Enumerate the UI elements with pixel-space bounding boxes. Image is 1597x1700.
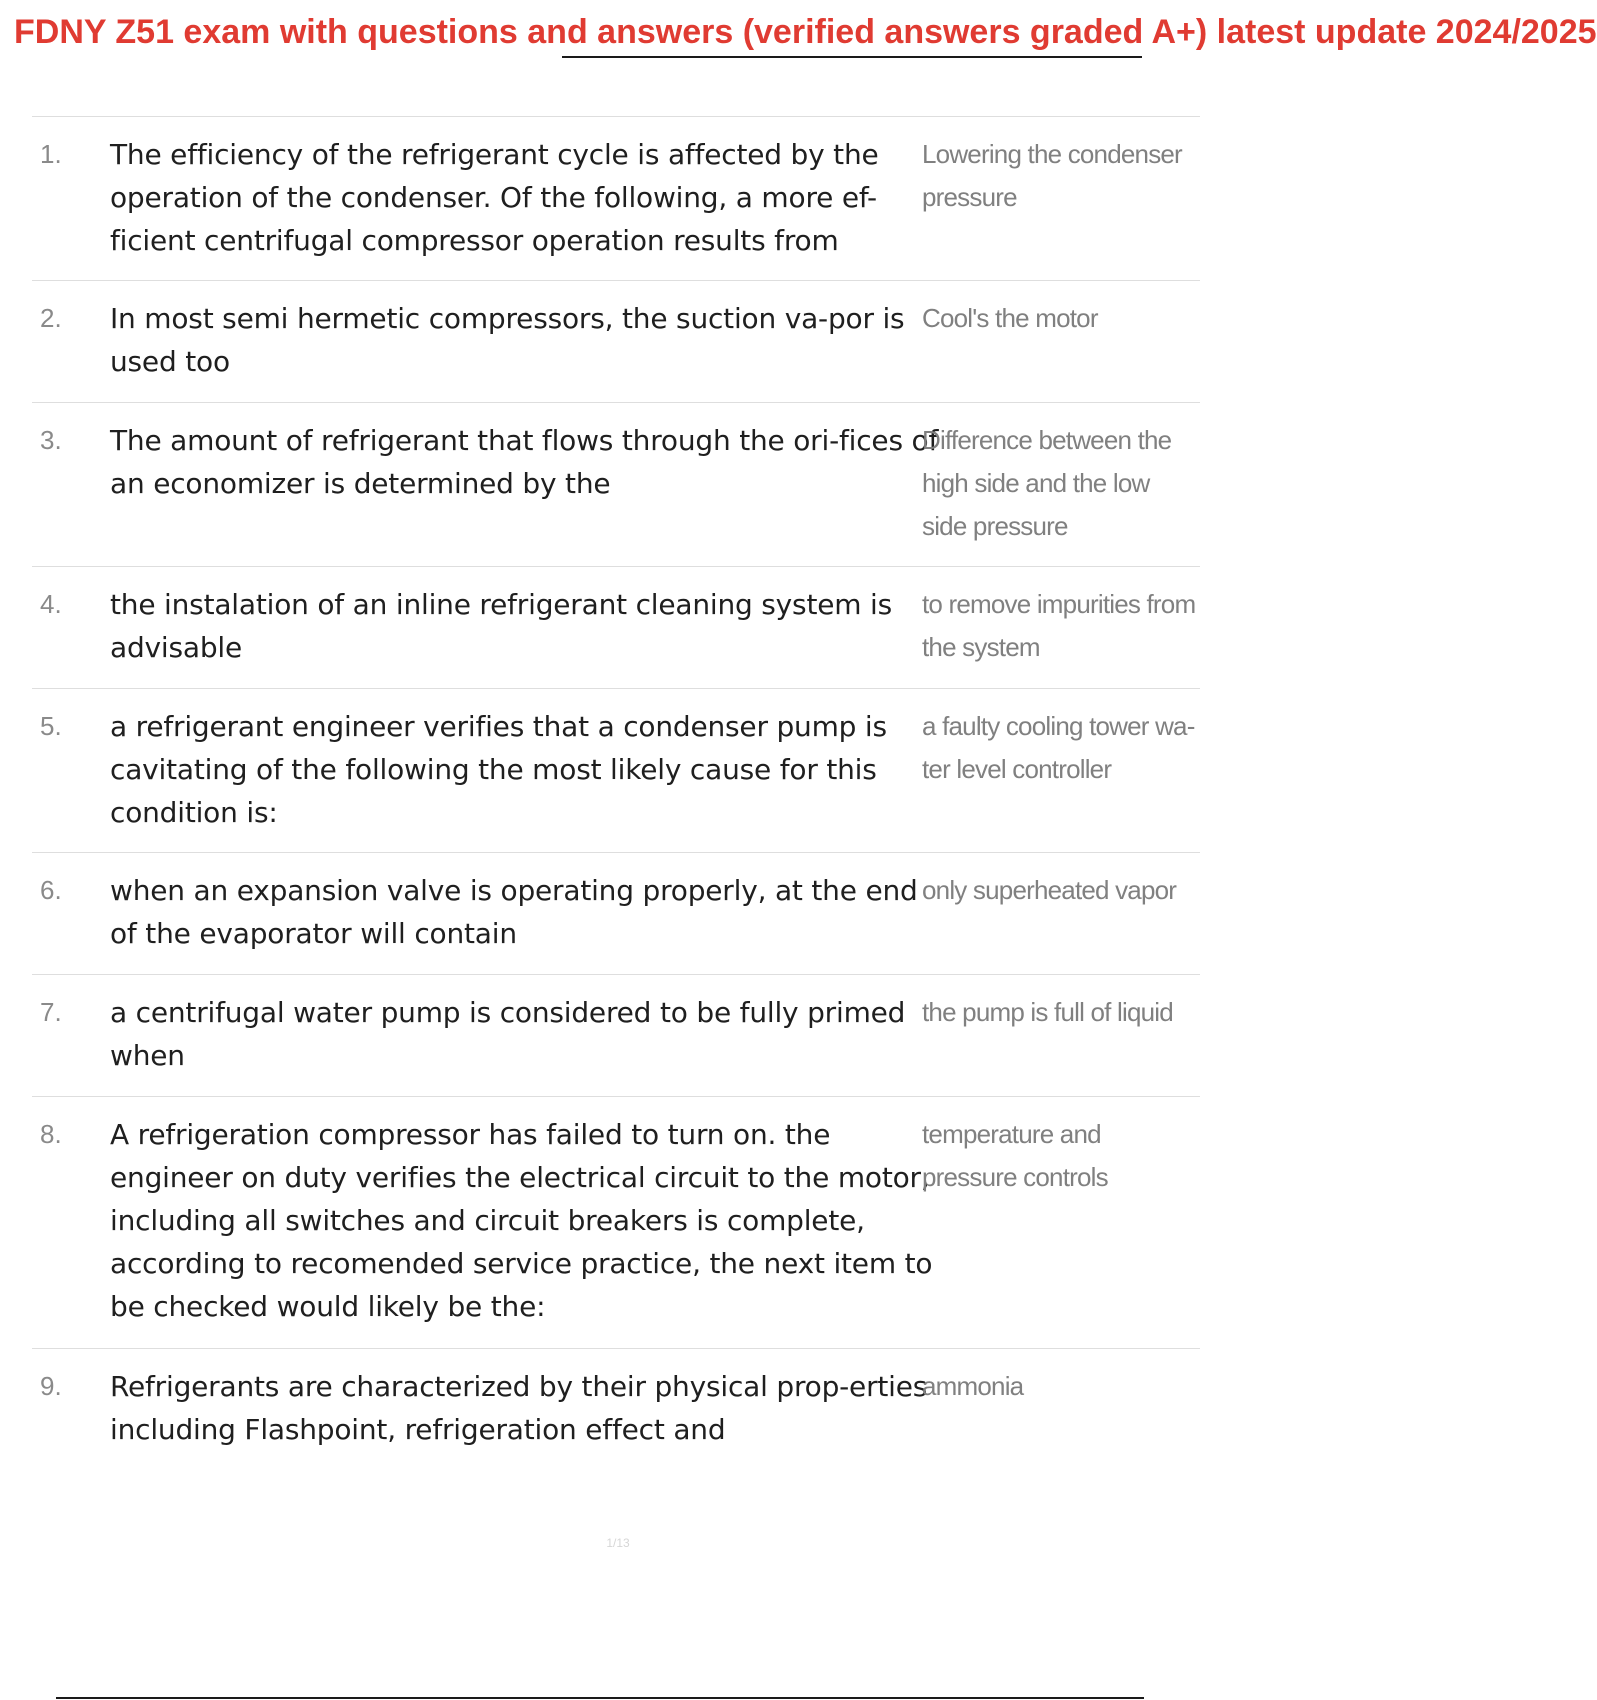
answer-text: ammonia	[922, 1371, 1024, 1401]
answer-text: Lowering the condenser pressure	[922, 139, 1182, 212]
question-row-2	[32, 281, 1200, 403]
question-text: The amount of refrigerant that flows through the ori-fices of an economizer is determined by the	[110, 424, 939, 500]
question-text: In most semi hermetic compressors, the suction va-por is used too	[110, 302, 905, 378]
answer-text: Cool's the motor	[922, 303, 1098, 333]
question-number: 9.	[40, 1371, 62, 1401]
title-underline	[562, 56, 1142, 58]
question-text: Refrigerants are characterized by their physical prop-erties including Flashpoint, refrigeration effect and	[110, 1370, 928, 1446]
question-number: 1.	[40, 139, 62, 169]
question-number: 8.	[40, 1119, 62, 1149]
answer-text: the pump is full of liquid	[922, 997, 1173, 1027]
question-row-3	[32, 403, 1200, 567]
question-row-6	[32, 853, 1200, 975]
question-row-7	[32, 975, 1200, 1097]
question-number: 5.	[40, 711, 62, 741]
page-number: 1/13	[606, 1536, 630, 1550]
question-row-8	[32, 1097, 1200, 1349]
question-number: 3.	[40, 425, 62, 455]
answer-text: to remove impurities from the system	[922, 589, 1196, 662]
question-list	[32, 116, 1200, 1479]
question-number: 7.	[40, 997, 62, 1027]
question-row-4	[32, 567, 1200, 689]
question-text: when an expansion valve is operating properly, at the end of the evaporator will contain	[110, 874, 918, 950]
question-number: 6.	[40, 875, 62, 905]
question-text: a refrigerant engineer verifies that a condenser pump is cavitating of the following the most likely cause for this condition is:	[110, 710, 887, 829]
question-row-5	[32, 689, 1200, 853]
question-text: the instalation of an inline refrigerant cleaning system is advisable	[110, 588, 892, 664]
answer-text: Difference between the high side and the low side pressure	[922, 425, 1172, 541]
question-text: The efficiency of the refrigerant cycle is affected by the operation of the condenser. Of the following, a more ef-ficient centrifugal compressor operation results from	[110, 138, 879, 257]
answer-text: temperature and pressure controls	[922, 1119, 1108, 1192]
answer-text: only superheated vapor	[922, 875, 1177, 905]
question-row-1	[32, 117, 1200, 281]
answer-text: a faulty cooling tower wa-ter level controller	[922, 711, 1195, 784]
document-title: FDNY Z51 exam with questions and answers (verified answers graded A+) latest update 2024/2025	[14, 13, 1597, 51]
question-text: a centrifugal water pump is considered to be fully primed when	[110, 996, 906, 1072]
question-text: A refrigeration compressor has failed to turn on. the engineer on duty verifies the electrical circuit to the motor, including all switches and circuit breakers is complete, according to recomended service practice, the next item to be checked would likely be the:	[110, 1118, 933, 1323]
footer-divider	[56, 1697, 1144, 1699]
question-number: 2.	[40, 303, 62, 333]
question-row-9	[32, 1349, 1200, 1479]
question-number: 4.	[40, 589, 62, 619]
